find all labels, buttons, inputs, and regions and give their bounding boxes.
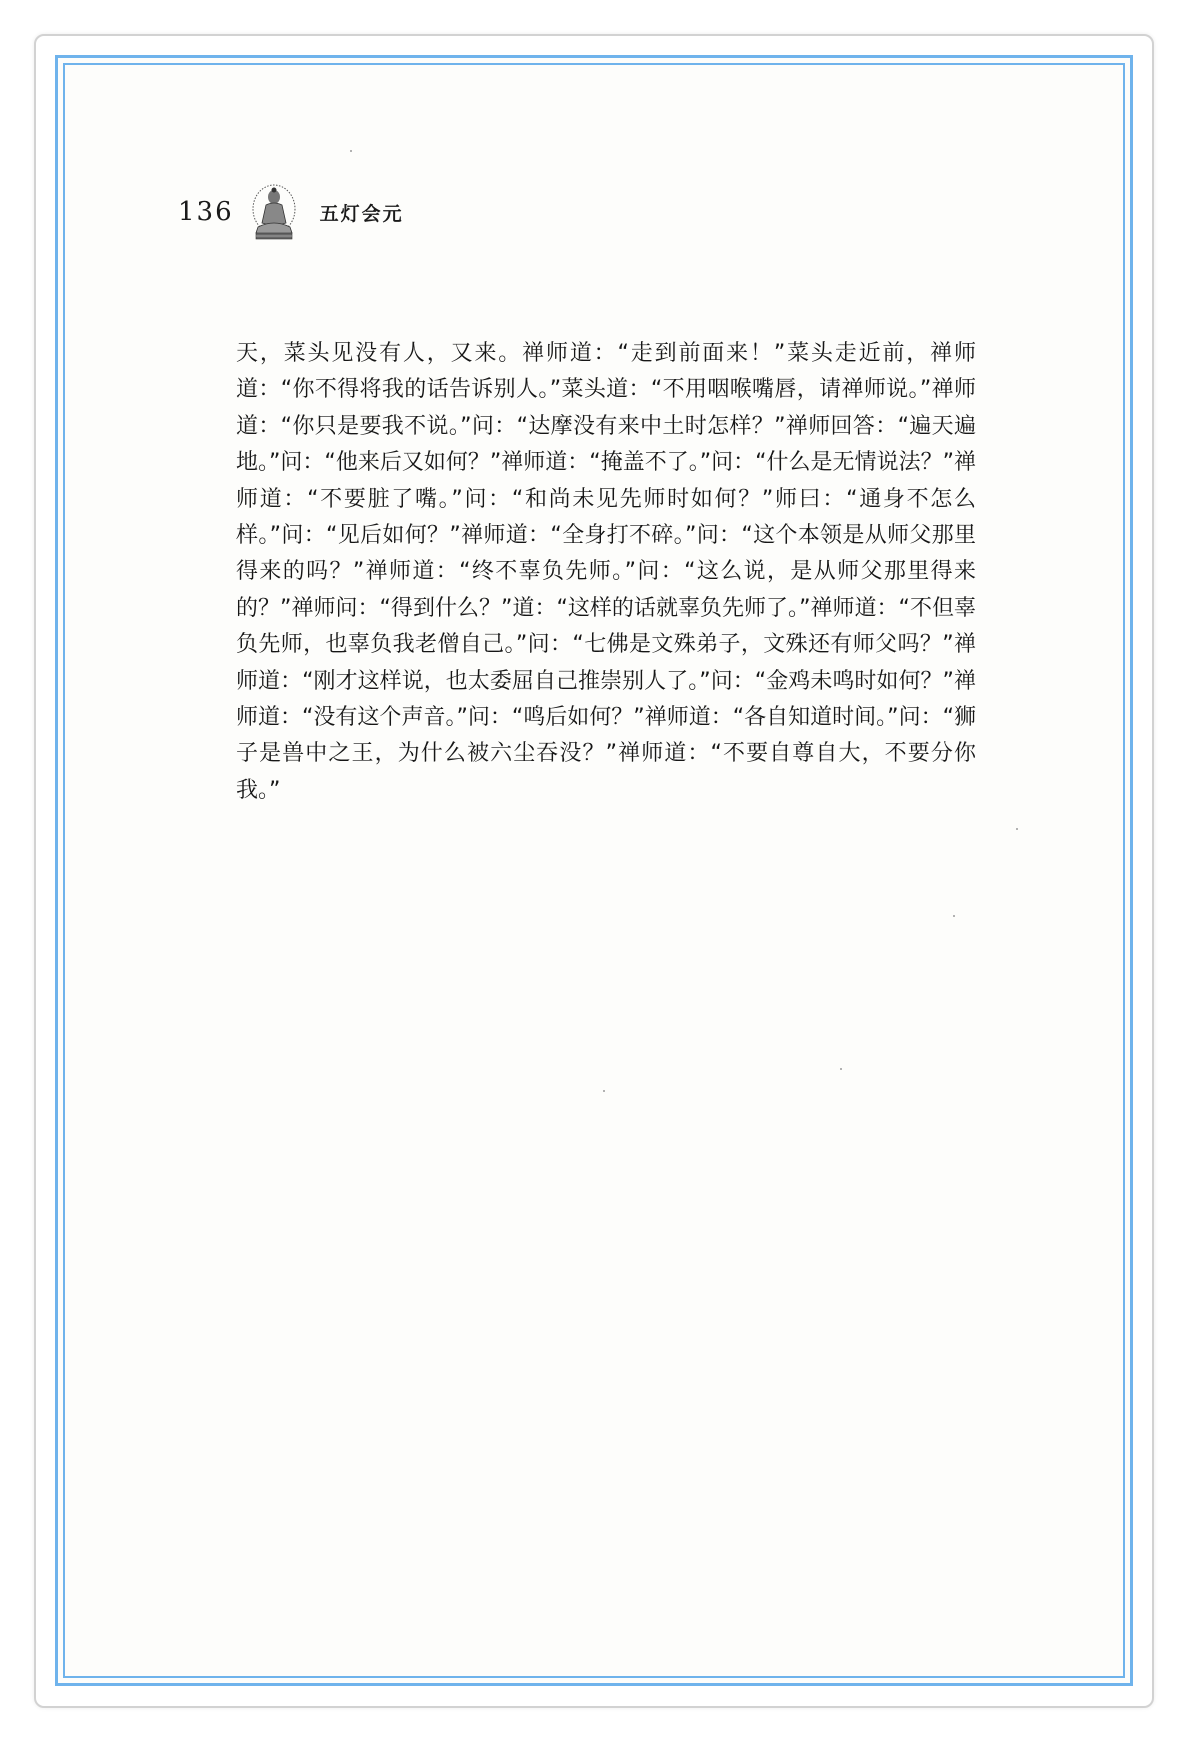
page-header bbox=[178, 182, 404, 242]
scan-speck bbox=[1016, 828, 1018, 830]
page-frame-inner-border bbox=[63, 63, 1125, 1678]
page-number: 136 bbox=[178, 197, 234, 227]
scan-speck bbox=[603, 1090, 605, 1092]
body-paragraph: 天，菜头见没有人，又来。禅师道：“走到前面来！”菜头走近前，禅师道：“你不得将我的话告诉别人。”菜头道：“不用咽喉嘴唇，请禅师说。”禅师道：“你只是要我不说。”问：“达摩没有来中土时怎样？”禅师回答：“遍天遍地。”问：“他来后又如何？”禅师道：“掩盖不了。”问：“什么是无情说法？”禅师道：“不要脏了嘴。”问：“和尚未见先师时如何？”师曰：“通身不怎么样。”问：“见后如何？”禅师道：“全身打不碎。”问：“这个本领是从师父那里得来的吗？”禅师道：“终不辜负先师。”问：“这么说，是从师父那里得来的？”禅师问：“得到什么？”道：“这样的话就辜负先师了。”禅师道：“不但辜负先师，也辜负我老僧自己。”问：“七佛是文殊弟子，文殊还有师父吗？”禅师道：“刚才这样说，也太委屈自己推崇别人了。”问：“金鸡未鸣时如何？”禅师道：“没有这个声音。”问：“鸣后如何？”禅师道：“各自知道时间。”问：“狮子是兽中之王，为什么被六尘吞没？”禅师道：“不要自尊自大，不要分你我。” bbox=[236, 341, 976, 803]
scan-speck bbox=[953, 915, 955, 917]
book-title: 五灯会元 bbox=[319, 202, 404, 225]
buddha-icon bbox=[250, 183, 298, 241]
scan-speck bbox=[840, 1068, 842, 1070]
scan-speck bbox=[350, 150, 352, 152]
page-frame bbox=[55, 55, 1133, 1686]
